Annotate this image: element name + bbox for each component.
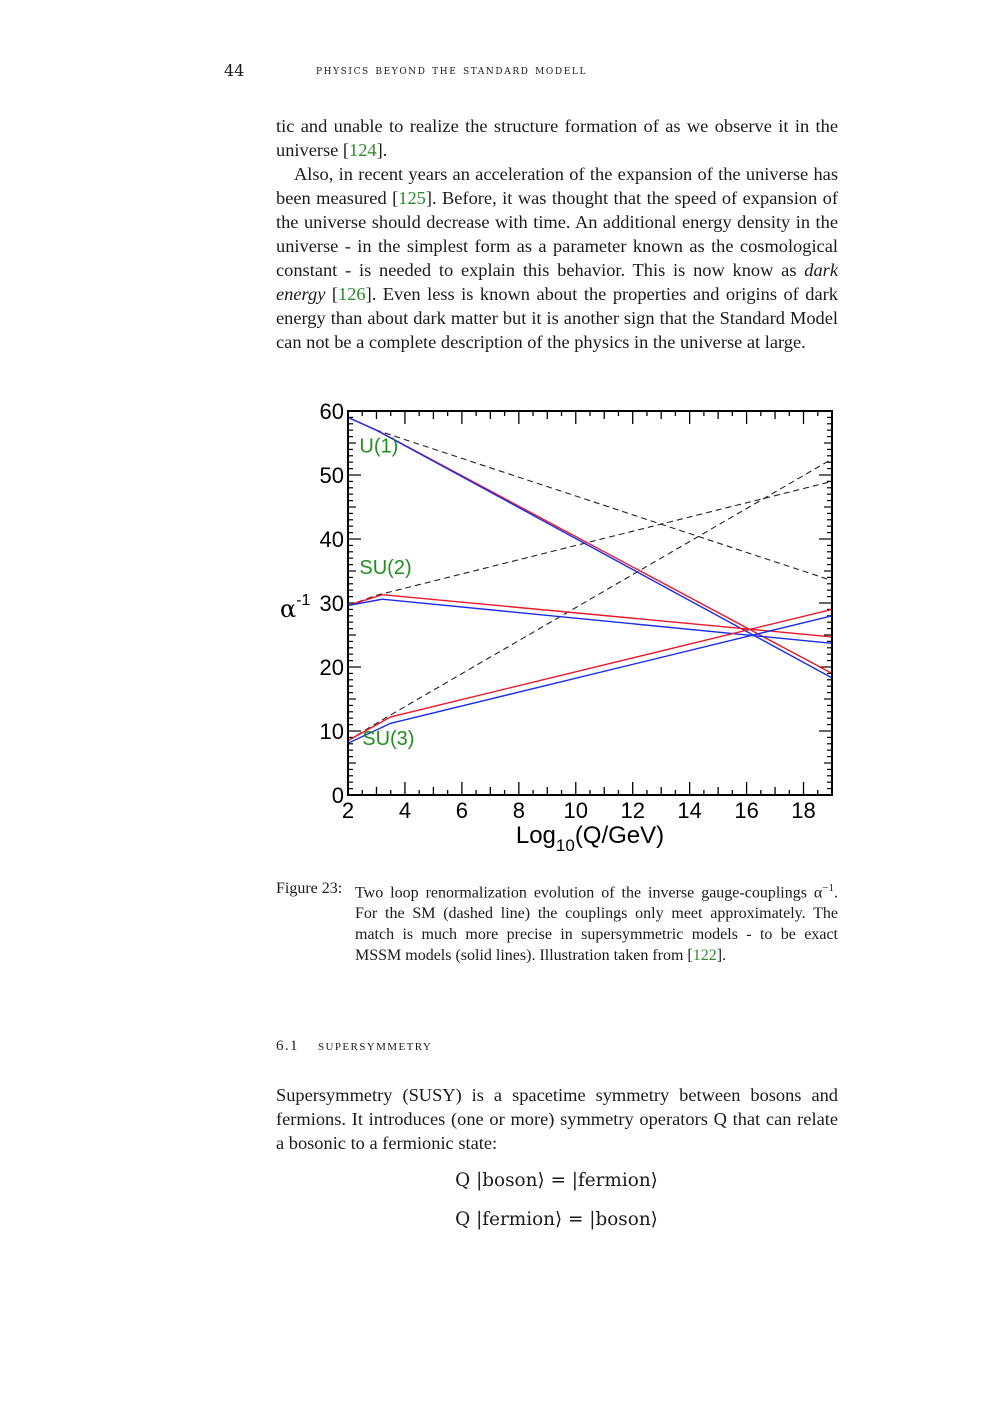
series-annotation: U(1) [359, 435, 399, 458]
x-tick-label: 16 [734, 798, 759, 823]
series-line-mssm-su-2-red [348, 595, 832, 637]
equation-1: Q |boson⟩ = |fermion⟩ [455, 1170, 658, 1191]
x-tick-label: 14 [677, 798, 702, 823]
coupling-evolution-chart [270, 396, 850, 866]
caption-text-c: ]. [716, 947, 727, 965]
y-axis-label: $\alpha^{-1}$ [280, 592, 311, 623]
x-tick-label: 12 [620, 798, 645, 823]
running-title: physics beyond the standard modell [316, 62, 588, 77]
x-tick-label: 4 [398, 798, 412, 823]
citation-link[interactable]: 124 [349, 140, 377, 160]
y-tick-label: 40 [319, 527, 344, 552]
p1-text-before: tic and unable to realize the structure formation of as we observe it in the universe [ [276, 116, 838, 160]
series-annotation: SU(2) [359, 557, 412, 580]
paragraph-2 [276, 162, 838, 354]
section-heading [276, 1038, 432, 1055]
citation-link[interactable]: 126 [337, 284, 366, 304]
running-header [0, 58, 1000, 82]
y-tick-label: 20 [319, 655, 344, 680]
caption-text-a: Two loop renormalization evolution of the inverse gauge-couplings α [355, 884, 823, 902]
x-tick-label: 8 [512, 798, 525, 823]
caption-superscript: −1 [822, 882, 834, 894]
caption-text [355, 878, 838, 966]
p2-text-a: Also, in recent years an acceleration of the expansion of the universe has been measured [ [276, 164, 838, 208]
series-line-mssm-u-1-red [348, 417, 832, 673]
page-number: 44 [224, 61, 245, 80]
paragraph-1 [276, 114, 838, 162]
x-tick-label: 10 [563, 798, 589, 823]
x-tick-label: 18 [791, 798, 816, 823]
y-tick-label: 60 [319, 399, 344, 424]
citation-link[interactable]: 122 [692, 947, 717, 965]
paragraph-3: Supersymmetry (SUSY) is a spacetime symmetry between bosons and fermions. It introduces (one or more) symmetry operators Q that can relate a bosonic to a fermionic state: [276, 1085, 838, 1153]
p2-text-c: [ [325, 284, 338, 304]
y-tick-label: 0 [331, 783, 344, 808]
x-tick-label: 6 [455, 798, 469, 823]
section-number: 6.1 [276, 1038, 299, 1054]
y-tick-label: 50 [319, 463, 344, 488]
x-axis-label: Log$_{10}$(Q/GeV) [515, 822, 665, 855]
p2-text-b: ]. Before, it was thought that the speed of expansion of the universe should decrease with time. An additional energy density in the universe - in the simplest form as a parameter known as the cosmological constant - is needed to explain this behavior. This is now know as [276, 188, 839, 280]
series-line-sm-su-3- [348, 459, 832, 741]
y-tick-label: 30 [319, 591, 344, 616]
figure-23 [270, 396, 850, 866]
citation-link[interactable]: 125 [398, 188, 426, 208]
y-tick-label: 10 [319, 719, 344, 744]
p2-text-d: ]. Even less is known about the properties and origins of dark energy than about dark matter but it is another sign that the Standard Model can not be a complete description of the physics in the universe at large. [276, 284, 838, 352]
series-line-mssm-u-1-blue [348, 417, 832, 678]
section-title: supersymmetry [318, 1038, 433, 1054]
x-tick-label: 2 [341, 798, 355, 823]
series-line-mssm-su-2-blue [348, 599, 832, 643]
caption-text-b: . For the SM (dashed line) the couplings only meet approximately. The match is much more precise in supersymmetric models - to be exact MSSM models (solid lines). Illustration taken from [ [355, 884, 838, 965]
p1-text-after: ]. [376, 140, 388, 160]
series-annotation: SU(3) [362, 728, 415, 751]
caption-label: Figure 23: [276, 880, 343, 897]
emphasis-dark-energy: dark energy [276, 260, 838, 304]
equation-2: Q |fermion⟩ = |boson⟩ [455, 1209, 658, 1230]
